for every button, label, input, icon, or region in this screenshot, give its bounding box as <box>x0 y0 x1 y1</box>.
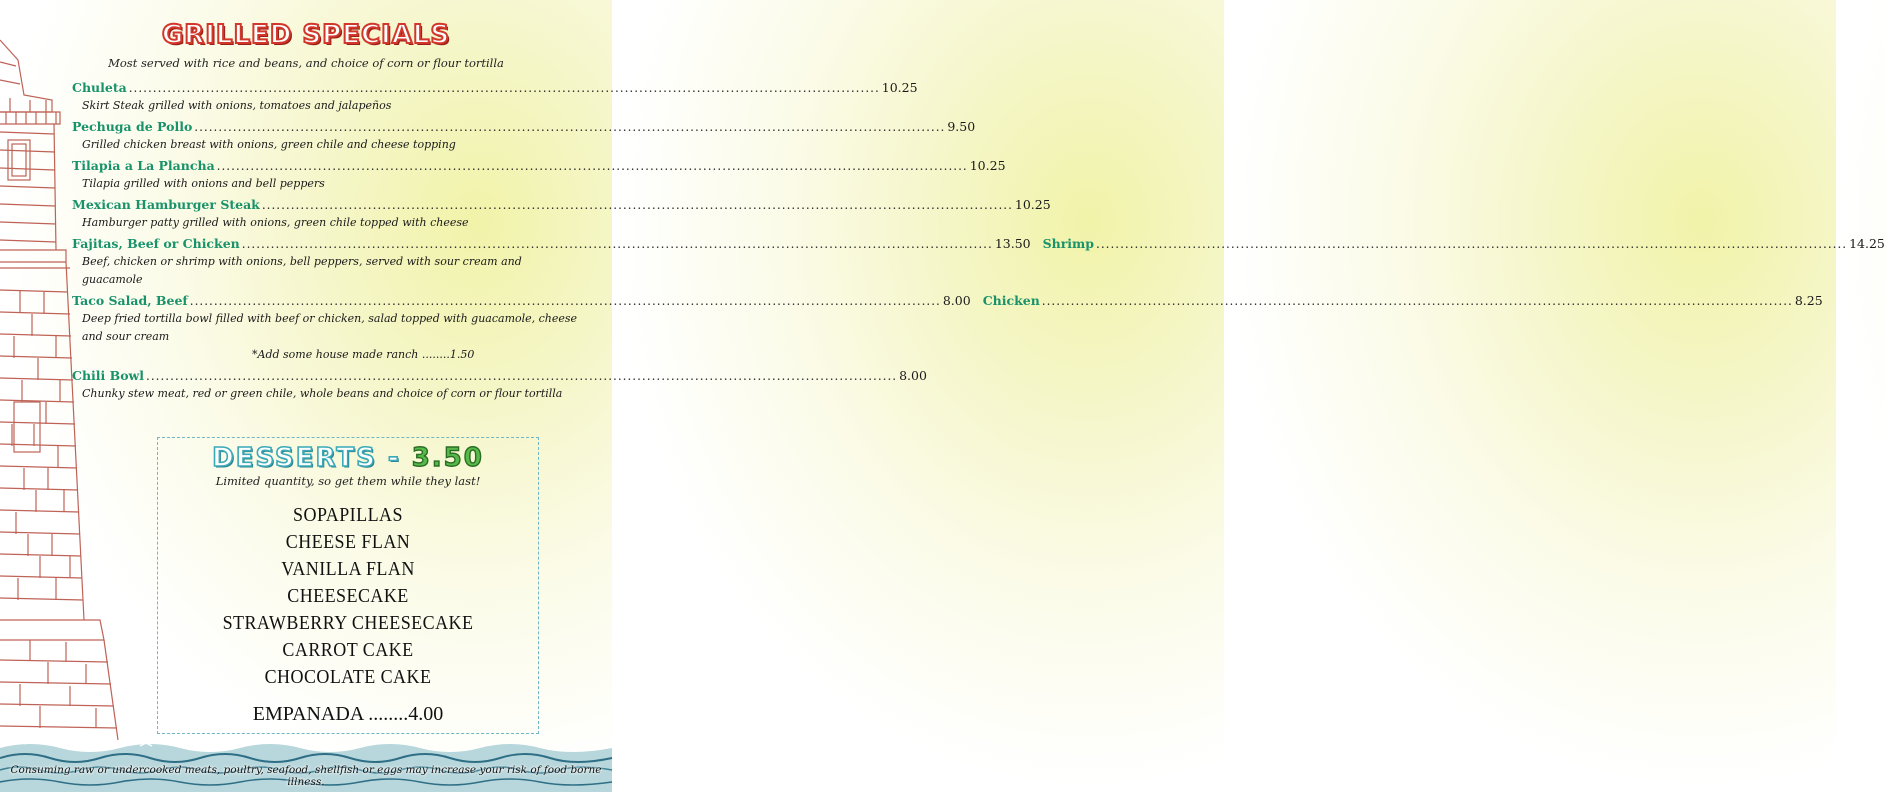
dot-leader <box>1042 292 1793 310</box>
desserts-subtitle: Limited quantity, so get them while they last! <box>215 474 481 488</box>
item-name: Mexican Hamburger Steak <box>72 197 260 212</box>
item-alt-name: Chicken <box>982 293 1040 308</box>
desserts-box <box>157 437 539 734</box>
dot-leader <box>262 196 1013 214</box>
dessert-item: CHEESE FLAN <box>285 531 411 553</box>
ranch-note-text: *Add some house made ranch ........1.50 <box>252 348 475 361</box>
dot-leader <box>1096 235 1847 253</box>
dessert-item: CARROT CAKE <box>282 639 414 661</box>
dot-leader <box>217 157 968 175</box>
item-description <box>72 310 584 364</box>
item-name: Tilapia a La Plancha <box>72 158 215 173</box>
menu-item-chili-bowl <box>72 367 927 403</box>
item-description: Chunky stew meat, red or green chile, whole beans and choice of corn or flour tortilla <box>82 387 563 400</box>
food-safety-disclaimer: Consuming raw or undercooked meats, poultry, seafood, shellfish or eggs may increase your risk of food borne illness. <box>10 764 602 788</box>
item-name: Chuleta <box>72 80 127 95</box>
page-title: GRILLED SPECIALS <box>161 20 451 50</box>
item-price: 8.00 <box>942 293 971 308</box>
item-price: 10.25 <box>1014 197 1051 212</box>
item-price: 13.50 <box>994 236 1031 251</box>
item-alt-name: Shrimp <box>1042 236 1095 251</box>
desserts-title-price: 3.50 <box>411 443 484 473</box>
dessert-item: SOPAPILLAS <box>293 504 403 526</box>
dot-leader <box>242 235 993 253</box>
item-name: Taco Salad, Beef <box>72 293 188 308</box>
empanada-line: EMPANADA ........4.00 <box>252 703 444 725</box>
item-price: 10.25 <box>969 158 1006 173</box>
item-alt-price: 8.25 <box>1794 293 1823 308</box>
item-description: Skirt Steak grilled with onions, tomatoes and jalapeños <box>82 99 392 112</box>
dessert-item: VANILLA FLAN <box>281 558 415 580</box>
item-name: Pechuga de Pollo <box>72 119 193 134</box>
item-description: Tilapia grilled with onions and bell peppers <box>82 177 325 190</box>
menu-item-pechuga <box>72 118 976 154</box>
item-price: 8.00 <box>899 368 927 383</box>
item-alt-price: 14.25 <box>1849 236 1885 251</box>
item-description: Grilled chicken breast with onions, green chile and cheese topping <box>82 138 456 151</box>
dot-leader <box>146 367 897 385</box>
desserts-title-separator: - <box>376 443 412 473</box>
item-name: Fajitas, Beef or Chicken <box>72 236 240 251</box>
item-price: 9.50 <box>947 119 976 134</box>
menu-item-chuleta <box>72 79 918 115</box>
desserts-title <box>158 443 538 473</box>
menu-item-hamburger-steak <box>72 196 1051 232</box>
dessert-item: CHEESECAKE <box>287 585 409 607</box>
taco-salad-description: Deep fried tortilla bowl filled with beef or chicken, salad topped with guacamole, cheese and sour cream <box>82 312 578 343</box>
item-description: Hamburger patty grilled with onions, green chile topped with cheese <box>82 216 469 229</box>
dot-leader <box>129 79 880 97</box>
ranch-note <box>82 348 474 361</box>
item-name: Chili Bowl <box>72 368 145 383</box>
menu-item-tilapia <box>72 157 1006 193</box>
dot-leader <box>194 118 945 136</box>
grilled-menu-list <box>72 79 1885 406</box>
dessert-item: STRAWBERRY CHEESECAKE <box>222 612 474 634</box>
desserts-title-word: DESSERTS <box>212 443 377 473</box>
menu-item-taco-salad <box>72 292 1823 364</box>
item-price: 10.25 <box>881 80 918 95</box>
menu-item-fajitas <box>72 235 1885 289</box>
dessert-item: CHOCOLATE CAKE <box>264 666 432 688</box>
dessert-list <box>158 502 538 691</box>
dot-leader <box>190 292 941 310</box>
item-description: Beef, chicken or shrimp with onions, bell peppers, served with sour cream and guacamole <box>82 255 522 286</box>
page-subtitle: Most served with rice and beans, and choice of corn or flour tortilla <box>108 56 504 70</box>
